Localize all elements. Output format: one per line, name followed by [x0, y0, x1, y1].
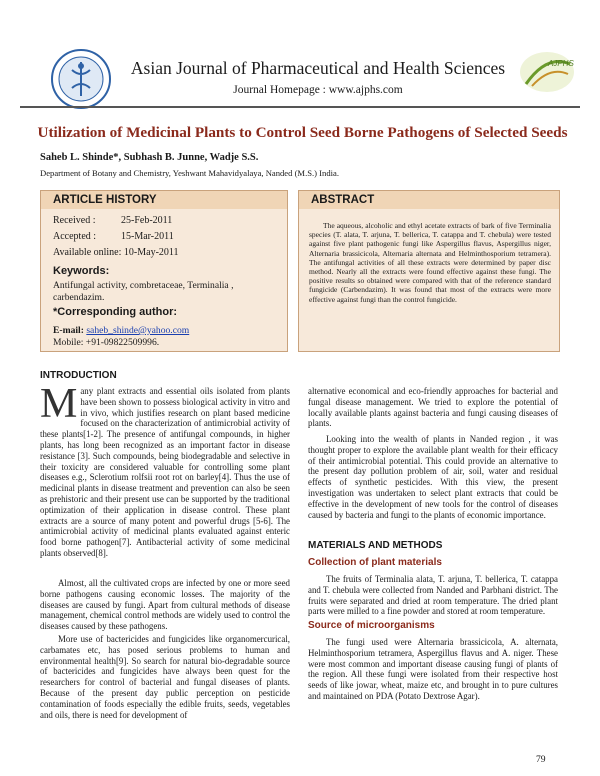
history-label: Available online:	[53, 247, 122, 258]
keywords-heading: Keywords:	[53, 265, 110, 277]
collection-paragraph: The fruits of Terminalia alata, T. arjuna, T. bellerica, T. catappa and T. chebula were collected from Nanded and Parbhani district. The fruits were separated and dried at room temperature. The dried plant parts were milled to a fine powder and stored at room temperature.	[308, 574, 558, 617]
article-history-box	[40, 190, 288, 352]
right-paragraph-1: alternative economical and eco-friendly approaches for bacterial and fungal disease management. We tried to explore the potential of locally available plants against bacteria and fungi causing diseases of plants.	[308, 386, 558, 429]
history-value: 10-May-2011	[123, 247, 179, 258]
history-accepted-row	[53, 231, 174, 242]
history-received-row	[53, 215, 172, 226]
author-list: Saheb L. Shinde*, Subhash B. Junne, Wadje S.S.	[40, 152, 259, 163]
page-number: 79	[536, 754, 546, 765]
mobile-line: Mobile: +91-09822509996.	[53, 337, 160, 348]
introduction-heading: INTRODUCTION	[40, 370, 117, 381]
header-divider	[20, 106, 580, 108]
history-value: 15-Mar-2011	[121, 231, 174, 242]
intro-paragraph-1-text: any plant extracts and essential oils isolated from plants have been shown to possess biological activity in vitro and in vivo, which justifies research on plant based medicine focused on the characterization of antimicrobial activity of these plants[1-2]. The presence of antifungal compounds, in higher plants, has long been recognized as an important factor in disease resistance [3]. Such compounds, being biodegradable and selective in their toxicity are considered valuable for controlling some plant diseases e.g., Sclerotium rolfsii root rot on barley[4]. Thus the use of medicinal plants in disease treatment and prevention can also be seen as prehistoric and their present use can be supported by the traditional optimization of their application in disease control. These plant extracts are a source of many potent and powerful drugs [5-6]. The antimicrobial activity of medicinal plants evaluated against enteric food borne pathogen[7]. Antibacterial activity of some medicinal plants observed[8].	[40, 386, 290, 558]
history-online-row	[53, 247, 179, 258]
materials-methods-heading: MATERIALS AND METHODS	[308, 540, 443, 551]
intro-paragraph-2: Almost, all the cultivated crops are infected by one or more seed borne pathogens causing economic losses. The majority of the diseases are caused by fungi. Apart from cultural methods of disease management, chemical control methods are widely used to control the diseases caused by these pathogens.	[40, 578, 290, 632]
collection-heading: Collection of plant materials	[308, 557, 442, 568]
abstract-box	[298, 190, 560, 352]
drop-cap: M	[40, 381, 78, 427]
ajphs-logo-icon	[518, 50, 576, 94]
intro-paragraph-1	[40, 381, 290, 559]
article-history-heading: ARTICLE HISTORY	[41, 191, 287, 209]
source-heading: Source of microorganisms	[308, 620, 435, 631]
journal-seal-logo-icon	[50, 48, 112, 110]
abstract-heading: ABSTRACT	[299, 191, 559, 209]
history-label: Accepted :	[53, 231, 97, 242]
email-link[interactable]: saheb_shinde@yahoo.com	[86, 325, 190, 336]
corresponding-author-heading: *Corresponding author:	[53, 306, 178, 318]
keywords-list: Antifungal activity, combretaceae, Terminalia , carbendazim.	[53, 280, 234, 303]
email-line	[53, 325, 189, 336]
paper-title: Utilization of Medicinal Plants to Control Seed Borne Pathogens of Selected Seeds	[37, 124, 568, 141]
history-label: Received :	[53, 215, 96, 226]
intro-paragraph-3: More use of bactericides and fungicides like organomercurical, carbamates etc, has posed serious problems to human and environmental health[9]. So search for natural bio-degradable source of bactericides and fungicides have always been quest for the researchers for control of bacterial and fungal diseases of plants. Because of the present day public perception on pesticide contamination of foods especially the edible fruits, seeds, vegetables and oils, there is need for development of	[40, 634, 290, 720]
right-paragraph-2: Looking into the wealth of plants in Nanded region , it was thought proper to explore the available plant wealth for their efficacy of their antimicrobial potential. This could provide an alternative to the present day pollution problem of air, soil, water and residual effects of synthetic pesticides. With this view, the present investigation was undertaken to select plant extracts that could be effective in the development of new tools for the control of diseases caused by bacteria and fungi to the plants of economic importance.	[308, 434, 558, 520]
email-label: E-mail:	[53, 325, 84, 336]
history-value: 25-Feb-2011	[121, 215, 173, 226]
author-affiliation: Department of Botany and Chemistry, Yeshwant Mahavidyalaya, Nanded (M.S.) India.	[40, 168, 339, 178]
journal-homepage[interactable]: Journal Homepage : www.ajphs.com	[233, 84, 403, 96]
ajphs-logo-text: AJPHS	[548, 59, 574, 68]
abstract-text: The aqueous, alcoholic and ethyl acetate extracts of bark of five Terminalia species (T. alata, T. arjuna, T. bellerica, T. catappa and T. chebula) were tested against five plant pathogenic fungi like Aspergillus flavus, Aspergillus niger, Alternaria brassicicola, Alternaria alternata and Helminthosporium tetramera). The antifungal activities of all these extracts were determined by paper disc method. Nearly all the extracts were found effective against these fungi. The positive results so obtained were compared with that of the reference standard fungicide (Carbendazim). It was found that most of the extracts were more effective against fungi than the control fungicide.	[309, 221, 551, 304]
source-paragraph: The fungi used were Alternaria brassicicola, A. alternata, Helminthosporium tetramera, Aspergillus flavus and A. niger. These were most common and important disease causing fungi of plants of the region. All these fungi were isolated from their respective host seeds of like jowar, wheat, maize etc, and brought in to pure cultures and maintained on PDA (Potato Dextrose Agar).	[308, 637, 558, 701]
journal-title: Asian Journal of Pharmaceutical and Health Sciences	[130, 58, 506, 78]
